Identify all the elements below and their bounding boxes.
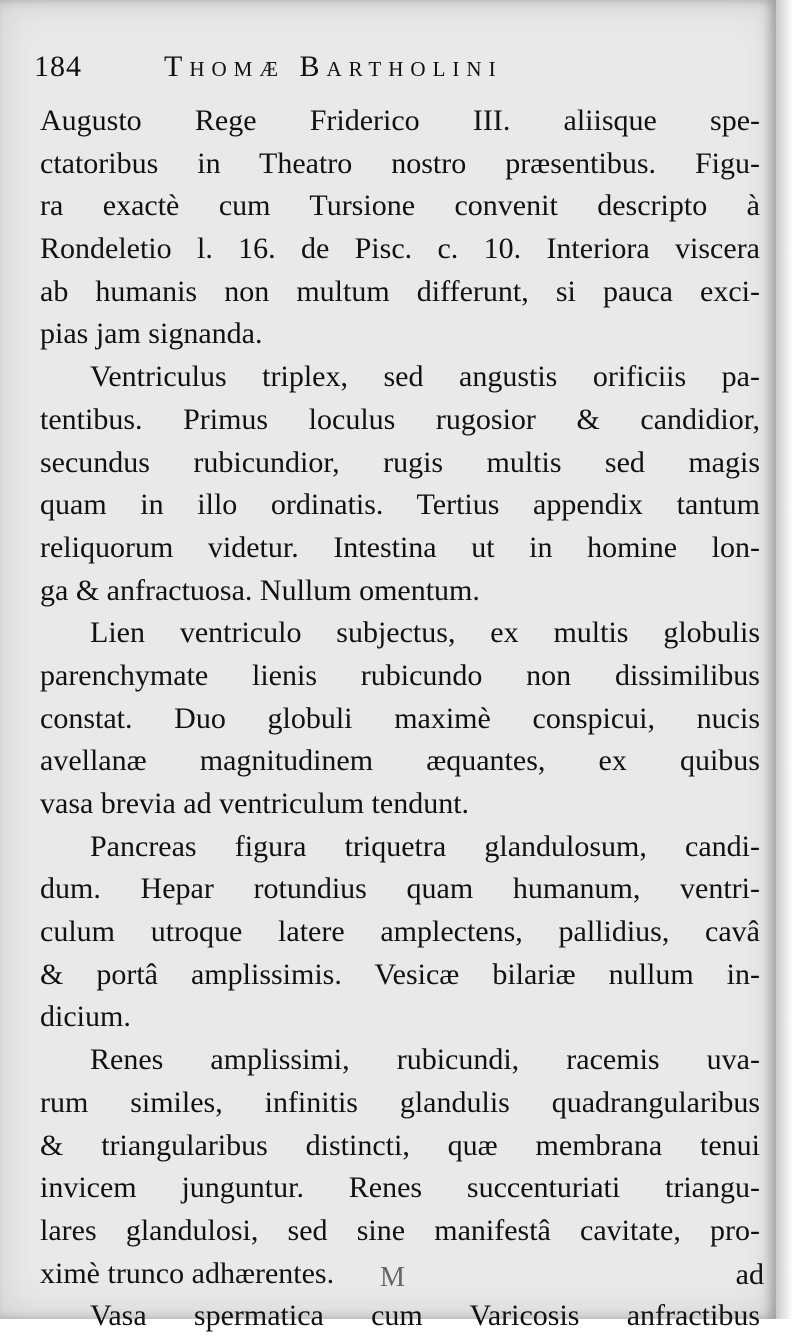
text-line: vasa brevia ad ventriculum tendunt. [40, 787, 470, 820]
text-line: ximè trunco adhærentes. [40, 1256, 335, 1290]
text-line: Pancreas figura triquetra glandulosum, candi- [90, 829, 760, 863]
text-line: parenchymate lienis rubicundo non dissimilibus [40, 658, 760, 692]
text-line: rum similes, infinitis glandulis quadrangularibus [40, 1085, 760, 1119]
text-line: lares glandulosi, sed sine manifestâ cavitate, pro- [40, 1213, 760, 1247]
text-line: ctatoribus in Theatro nostro præsentibus. Figu- [40, 146, 760, 180]
text-line: Ventriculus triplex, sed angustis orificiis pa- [90, 360, 760, 394]
catchword: ad [735, 1258, 764, 1291]
text-line: secundus rubicundior, rugis multis sed magis [40, 445, 760, 479]
text-line: invicem junguntur. Renes succenturiati triangu- [40, 1171, 760, 1205]
signature-mark: M [380, 1262, 405, 1293]
text-line: ab humanis non multum differunt, si pauca exci- [40, 274, 760, 308]
text-line: Augusto Rege Friderico III. aliisque spe- [40, 104, 760, 137]
text-line: Lien ventriculo subjectus, ex multis globulis [90, 616, 760, 650]
text-line: reliquorum videtur. Intestina ut in homine lon- [40, 530, 760, 564]
text-line: culum utroque latere amplectens, pallidius, cavâ [40, 915, 760, 949]
text-line: ra exactè cum Tursione convenit descripto à [40, 189, 760, 223]
page-header [34, 50, 754, 90]
text-line: dum. Hepar rotundius quam humanum, ventri- [40, 872, 760, 906]
text-line: constat. Duo globuli maximè conspicui, nucis [40, 701, 760, 735]
text-line: quam in illo ordinatis. Tertius appendix tantum [40, 488, 760, 522]
text-line: pias jam signanda. [40, 317, 263, 351]
running-head: Thomæ Bartholini [164, 50, 503, 83]
text-line: ga & anfractuosa. Nullum omentum. [40, 573, 480, 607]
text-line: avellanæ magnitudinem æquantes, ex quibus [40, 744, 760, 778]
page-edge [776, 0, 800, 1319]
text-line: & triangularibus distincti, quæ membrana tenui [40, 1128, 760, 1162]
text-line: & portâ amplissimis. Vesicæ bilariæ nullum in- [40, 957, 760, 991]
text-line: dicium. [40, 1000, 131, 1034]
text-line: Rondeletio l. 16. de Pisc. c. 10. Interiora viscera [40, 232, 760, 266]
text-line: tentibus. Primus loculus rugosior & candidior, [40, 402, 760, 436]
text-line: Renes amplissimi, rubicundi, racemis uva- [90, 1043, 760, 1077]
text-line: Vasa spermatica cum Varicosis anfractibus [90, 1299, 760, 1333]
page-number: 184 [34, 50, 82, 83]
body-text [40, 100, 760, 1338]
